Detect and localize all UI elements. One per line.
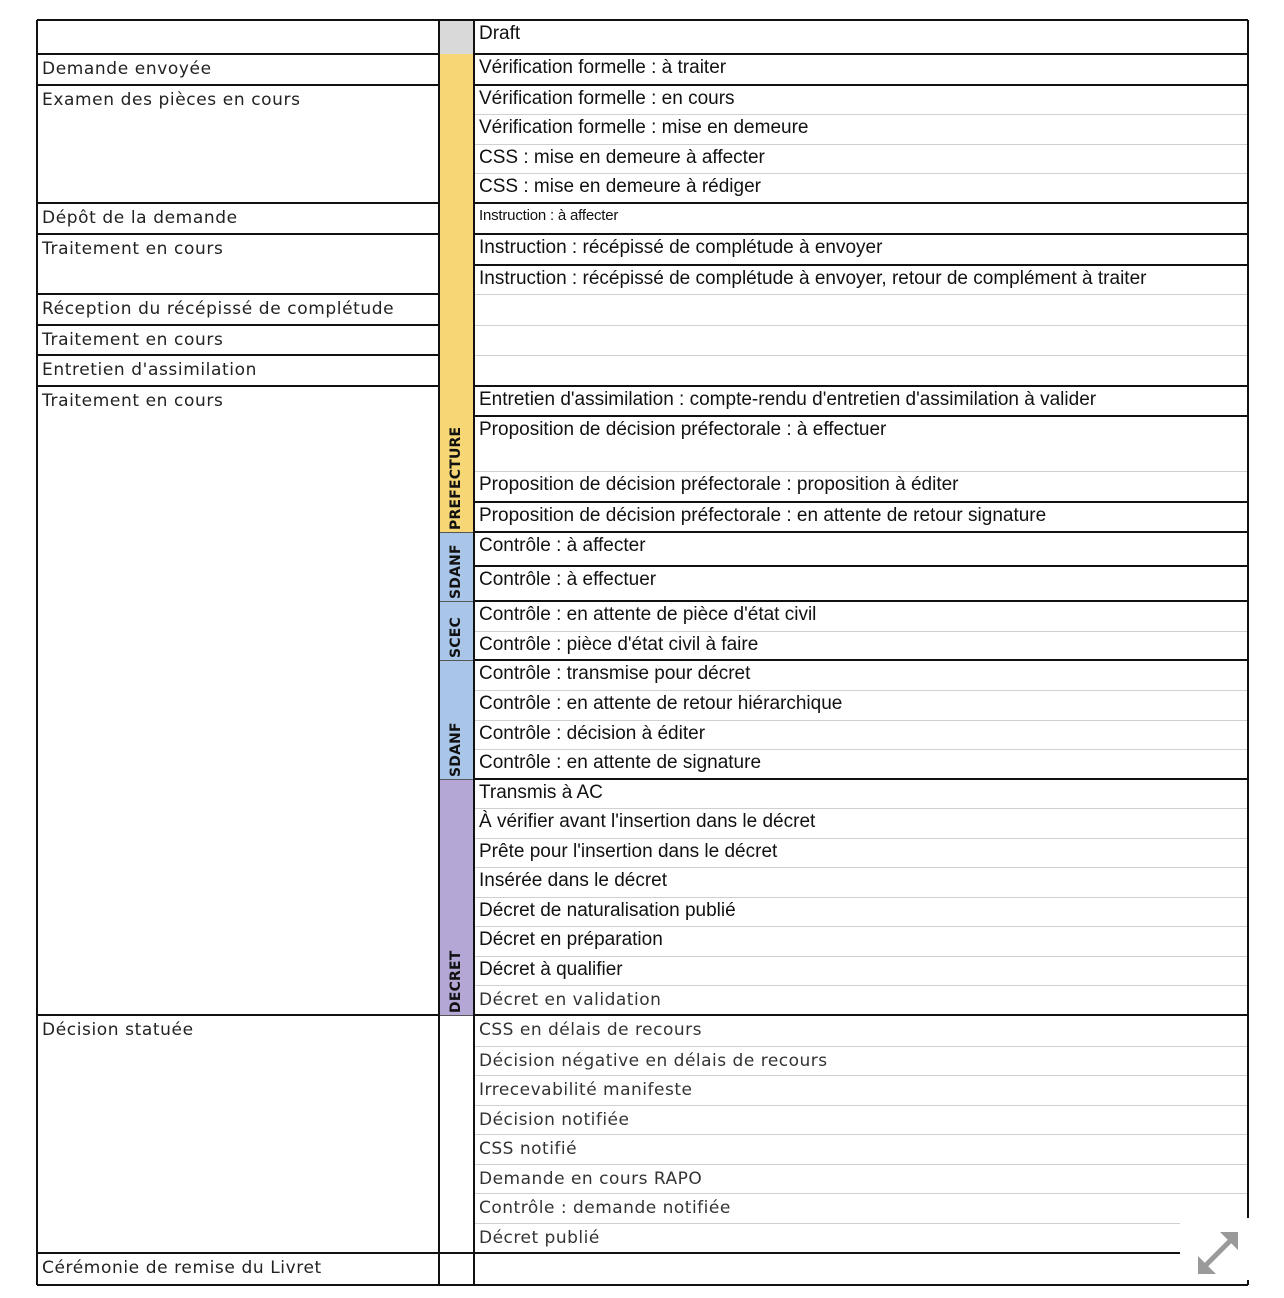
- status-cell: À vérifier avant l'insertion dans le décret: [479, 811, 816, 832]
- service-band: [439, 54, 474, 532]
- status-cell: CSS : mise en demeure à affecter: [479, 147, 765, 168]
- grid-line: [474, 867, 1248, 868]
- status-cell: Vérification formelle : à traiter: [479, 57, 727, 78]
- phase-cell: Décision statuée: [42, 1020, 194, 1040]
- status-cell: Proposition de décision préfectorale : en attente de retour signature: [479, 505, 1047, 526]
- status-cell: Contrôle : à affecter: [479, 535, 646, 556]
- grid-line: [439, 779, 474, 780]
- grid-line: [1247, 20, 1249, 1285]
- grid-line: [37, 19, 439, 21]
- status-cell: Décret en préparation: [479, 929, 663, 950]
- status-cell: Décret en validation: [479, 990, 662, 1010]
- grid-line: [474, 1105, 1248, 1106]
- grid-line: [474, 659, 1248, 661]
- grid-line: [439, 532, 474, 533]
- status-cell: Proposition de décision préfectorale : proposition à éditer: [479, 474, 959, 495]
- status-cell: CSS notifié: [479, 1139, 578, 1159]
- status-cell: [474, 1253, 1248, 1285]
- phase-cell: Demande envoyée: [42, 59, 212, 79]
- status-cell: Transmis à AC: [479, 782, 603, 803]
- grid-line: [474, 956, 1248, 957]
- status-cell: [474, 294, 1248, 325]
- grid-line: [37, 233, 439, 235]
- grid-line: [474, 355, 1248, 356]
- status-cell: Contrôle : en attente de pièce d'état civil: [479, 604, 817, 625]
- grid-line: [37, 84, 439, 86]
- grid-line: [474, 1193, 1248, 1194]
- phase-cell: [37, 20, 439, 54]
- grid-line: [474, 19, 1248, 21]
- grid-line: [474, 600, 1248, 602]
- grid-line: [439, 1284, 474, 1286]
- service-band-label: DECRET: [448, 950, 464, 1013]
- grid-line: [474, 114, 1248, 115]
- grid-line: [474, 233, 1248, 235]
- service-band: [439, 660, 474, 779]
- service-band-label: PREFECTURE: [448, 426, 464, 530]
- service-band-label: SCEC: [448, 617, 464, 658]
- grid-line: [474, 294, 1248, 295]
- expand-arrows-icon: [1180, 1218, 1252, 1280]
- grid-line: [474, 749, 1248, 750]
- grid-line: [37, 1014, 439, 1016]
- status-cell: Instruction : à affecter: [479, 207, 619, 224]
- service-band: [439, 601, 474, 660]
- status-cell: Demande en cours RAPO: [479, 1169, 703, 1189]
- status-cell: Irrecevabilité manifeste: [479, 1080, 693, 1100]
- status-cell: Entretien d'assimilation : compte-rendu d'entretien d'assimilation à valider: [479, 389, 1097, 410]
- grid-line: [37, 53, 439, 55]
- status-cell: Décision négative en délais de recours: [479, 1051, 828, 1071]
- grid-line: [439, 601, 474, 602]
- grid-line: [474, 1164, 1248, 1165]
- phase-cell: Traitement en cours: [42, 239, 224, 259]
- grid-line: [474, 985, 1248, 986]
- grid-line: [474, 1075, 1248, 1076]
- grid-line: [474, 778, 1248, 780]
- status-cell: Draft: [479, 23, 521, 44]
- status-cell: Décret à qualifier: [479, 959, 623, 980]
- grid-line: [474, 1252, 1248, 1254]
- service-band-label: SDANF: [448, 544, 464, 599]
- grid-line: [439, 1252, 474, 1254]
- grid-line: [439, 660, 474, 661]
- status-cell: Décision notifiée: [479, 1110, 630, 1130]
- grid-line: [37, 293, 439, 295]
- grid-line: [474, 415, 1248, 417]
- grid-line: [474, 471, 1248, 472]
- grid-line: [473, 20, 475, 1285]
- grid-line: [474, 926, 1248, 927]
- grid-line: [37, 1284, 439, 1286]
- grid-line: [474, 1284, 1248, 1286]
- phase-cell: Cérémonie de remise du Livret: [42, 1258, 322, 1278]
- grid-line: [474, 264, 1248, 266]
- status-cell: Prête pour l'insertion dans le décret: [479, 841, 778, 862]
- status-cell: Contrôle : à effectuer: [479, 569, 657, 590]
- grid-line: [474, 808, 1248, 809]
- expand-button[interactable]: [1180, 1218, 1252, 1280]
- phase-cell: Entretien d'assimilation: [42, 360, 257, 380]
- phase-cell: Réception du récépissé de complétude: [42, 299, 395, 319]
- status-cell: Contrôle : transmise pour décret: [479, 663, 751, 684]
- status-cell: Instruction : récépissé de complétude à envoyer: [479, 237, 883, 258]
- grid-line: [474, 501, 1248, 503]
- grid-line: [439, 1015, 474, 1016]
- status-cell: [474, 355, 1248, 386]
- phase-cell: Dépôt de la demande: [42, 208, 238, 228]
- grid-line: [37, 202, 439, 204]
- grid-line: [474, 897, 1248, 898]
- status-cell: Décret publié: [479, 1228, 600, 1248]
- grid-line: [474, 1046, 1248, 1047]
- status-cell: Vérification formelle : en cours: [479, 88, 735, 109]
- grid-line: [37, 354, 439, 356]
- grid-line: [37, 1252, 439, 1254]
- service-band-label: SDANF: [448, 722, 464, 777]
- grid-line: [474, 325, 1248, 326]
- status-cell: Contrôle : en attente de signature: [479, 752, 762, 773]
- grid-line: [474, 53, 1248, 55]
- status-cell: Contrôle : demande notifiée: [479, 1198, 731, 1218]
- grid-line: [438, 20, 440, 1285]
- phase-cell: Traitement en cours: [42, 391, 224, 411]
- service-band: [439, 532, 474, 601]
- grid-line: [439, 19, 474, 21]
- status-cell: Instruction : récépissé de complétude à envoyer, retour de complément à traiter: [479, 268, 1147, 289]
- grid-line: [474, 690, 1248, 691]
- status-cell: Contrôle : décision à éditer: [479, 723, 706, 744]
- status-cell: Décret de naturalisation publié: [479, 900, 736, 921]
- grid-line: [37, 324, 439, 326]
- status-cell: Contrôle : en attente de retour hiérarchique: [479, 693, 843, 714]
- grid-line: [474, 173, 1248, 174]
- grid-line: [474, 531, 1248, 533]
- status-cell: Vérification formelle : mise en demeure: [479, 117, 809, 138]
- grid-line: [37, 385, 439, 387]
- grid-line: [474, 1223, 1248, 1224]
- status-cell: Proposition de décision préfectorale : à effectuer: [479, 419, 887, 440]
- grid-line: [474, 631, 1248, 632]
- grid-line: [474, 202, 1248, 204]
- service-band: [439, 779, 474, 1015]
- grid-line: [474, 720, 1248, 721]
- grid-line: [474, 144, 1248, 145]
- status-cell: CSS : mise en demeure à rédiger: [479, 176, 761, 197]
- grid-line: [36, 20, 38, 1285]
- status-cell: Insérée dans le décret: [479, 870, 668, 891]
- grid-line: [474, 84, 1248, 86]
- grid-line: [474, 565, 1248, 567]
- grid-line: [474, 838, 1248, 839]
- grid-line: [474, 385, 1248, 387]
- grid-line: [474, 1014, 1248, 1016]
- phase-cell: Examen des pièces en cours: [42, 90, 301, 110]
- status-cell: [474, 325, 1248, 355]
- phase-cell: Traitement en cours: [42, 330, 224, 350]
- grid-line: [474, 1134, 1248, 1135]
- service-band: [439, 20, 474, 54]
- status-cell: Contrôle : pièce d'état civil à faire: [479, 634, 759, 655]
- status-cell: CSS en délais de recours: [479, 1020, 702, 1040]
